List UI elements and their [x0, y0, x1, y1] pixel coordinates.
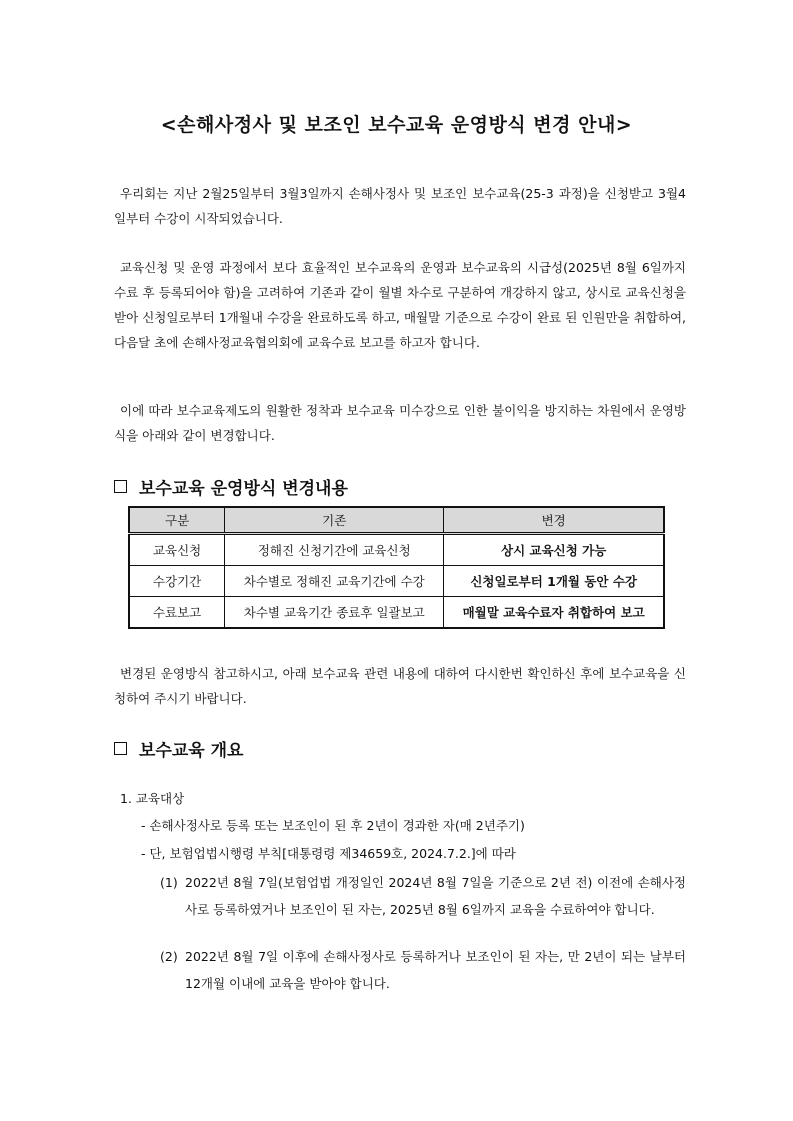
table-row	[129, 534, 664, 566]
intro-text: 우리회는 지난 2월25일부터 3월3일까지 손해사정사 및 보조인 보수교육(25-3 과정)을 신청받고 3월4일부터 수강이 시작되었습니다.	[114, 186, 686, 226]
list-item-sub	[160, 943, 686, 997]
change-paragraph	[114, 398, 686, 448]
cell-existing: 정해진 신청기간에 교육신청	[225, 534, 444, 566]
sub-item-number: (2)	[160, 949, 178, 964]
section-heading-changes	[114, 474, 348, 499]
list-item-dash: - 손해사정사로 등록 또는 보조인이 된 후 2년이 경과한 자(매 2년주기)	[141, 818, 525, 833]
table-header-row	[129, 507, 664, 534]
section-heading-overview	[114, 736, 243, 761]
list-item-dash: - 단, 보험업법시행령 부칙[대통령령 제34659호, 2024.7.2.]에 따라	[141, 846, 516, 861]
section-heading-changes-text: 보수교육 운영방식 변경내용	[139, 479, 348, 499]
table-row	[129, 597, 664, 629]
cell-existing: 차수별로 정해진 교육기간에 수강	[225, 566, 444, 597]
change-text: 이에 따라 보수교육제도의 원활한 정착과 보수교육 미수강으로 인한 불이익을 방지하는 차원에서 운영방식을 아래와 같이 변경합니다.	[114, 403, 686, 443]
cell-existing: 차수별 교육기간 종료후 일괄보고	[225, 597, 444, 629]
reference-paragraph	[114, 661, 686, 711]
header-category: 구분	[129, 507, 225, 534]
process-paragraph	[114, 255, 686, 355]
sub-item-text: 2022년 8월 7일(보험업법 개정일인 2024년 8월 7일을 기준으로 2년 전) 이전에 손해사정사로 등록하였거나 보조인이 된 자는, 2025년 8월 6일까지 교육을 수료하여야 합니다.	[185, 875, 686, 917]
checkbox-square-icon	[114, 480, 127, 493]
cell-changed: 상시 교육신청 가능	[444, 534, 664, 566]
header-changed: 변경	[444, 507, 664, 534]
table-row	[129, 566, 664, 597]
list-item-target: 1. 교육대상	[120, 791, 185, 806]
intro-paragraph	[114, 181, 686, 231]
page-title: <손해사정사 및 보조인 보수교육 운영방식 변경 안내>	[160, 114, 633, 136]
process-text: 교육신청 및 운영 과정에서 보다 효율적인 보수교육의 운영과 보수교육의 시급성(2025년 8월 6일까지 수료 후 등록되어야 함)을 고려하여 기존과 같이 월별 차수로 구분하여 개강하지 않고, 상시로 교육신청을 받아 신청일로부터 1개월내 수강을 완료하도록 하고, 매월말 기준으로 수강이 완료 된 인원만을 취합하여, 다음달 초에 손해사정교육협의회에 교육수료 보고를 하고자 합니다.	[114, 260, 686, 350]
cell-changed: 매월말 교육수료자 취합하여 보고	[444, 597, 664, 629]
sub-item-number: (1)	[160, 875, 178, 890]
comparison-table	[128, 506, 665, 629]
cell-changed: 신청일로부터 1개월 동안 수강	[444, 566, 664, 597]
checkbox-square-icon	[114, 742, 127, 755]
header-existing: 기존	[225, 507, 444, 534]
cell-category: 교육신청	[129, 534, 225, 566]
list-item-sub	[160, 869, 686, 923]
sub-item-text: 2022년 8월 7일 이후에 손해사정사로 등록하거나 보조인이 된 자는, 만 2년이 되는 날부터 12개월 이내에 교육을 받아야 합니다.	[185, 949, 686, 991]
reference-text: 변경된 운영방식 참고하시고, 아래 보수교육 관련 내용에 대하여 다시한번 확인하신 후에 보수교육을 신청하여 주시기 바랍니다.	[114, 666, 686, 706]
cell-category: 수료보고	[129, 597, 225, 629]
cell-category: 수강기간	[129, 566, 225, 597]
section-heading-overview-text: 보수교육 개요	[139, 741, 244, 761]
